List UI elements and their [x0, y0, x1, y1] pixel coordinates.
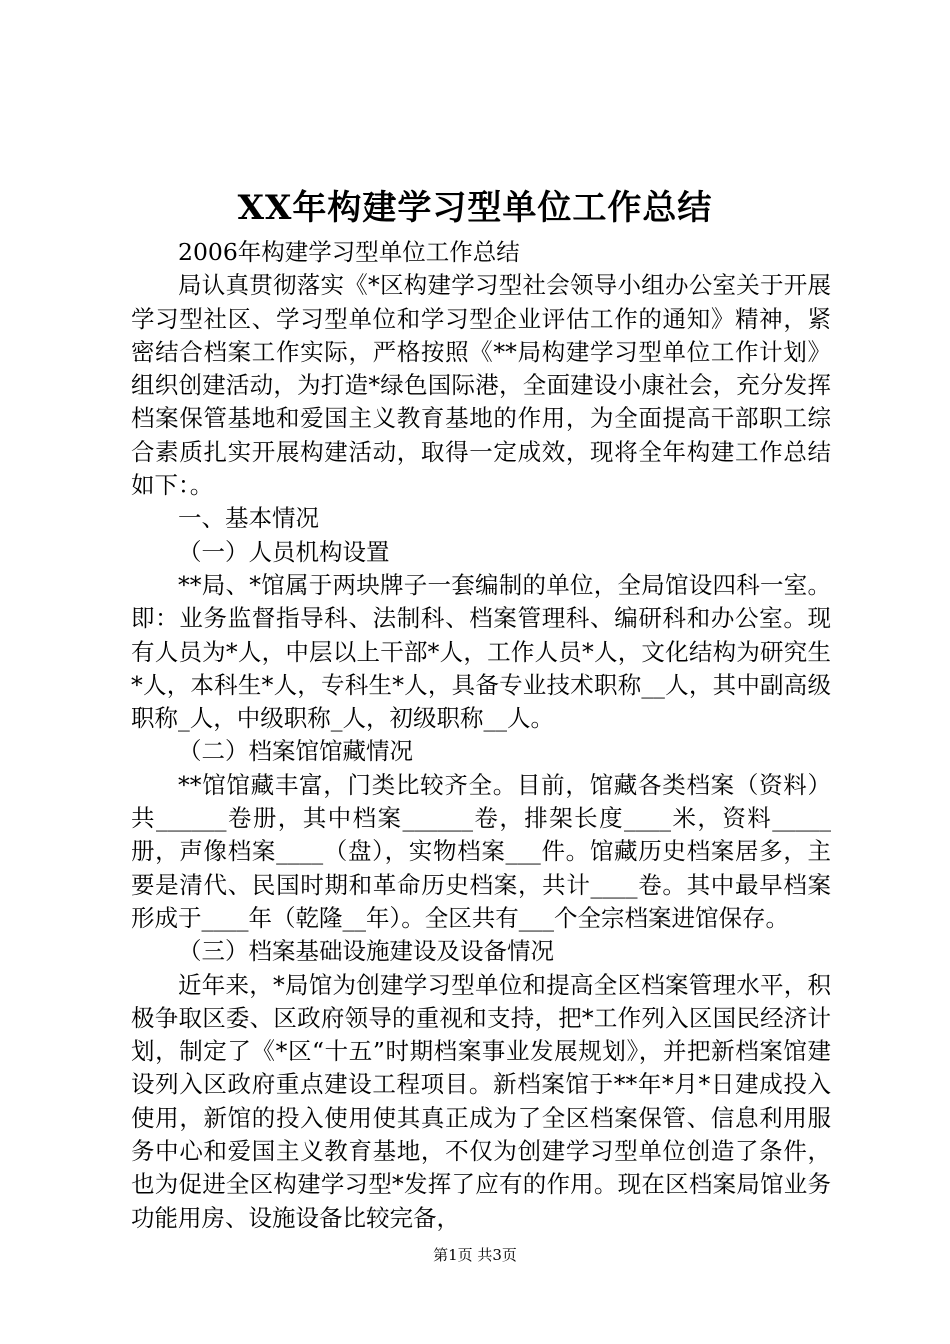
- document-title: XX年构建学习型单位工作总结: [237, 188, 713, 228]
- body-paragraph: **局、*馆属于两块牌子一套编制的单位，全局馆设四科一室。即：业务监督指导科、法制科、档案管理科、编研科和办公室。现有人员为*人，中层以上干部*人，工作人员*人，文化结构为研究生*人，本科生*人，专科生*人，具备专业技术职称__人，其中副高级职称_人，中级职称_人，初级职称__人。: [131, 570, 831, 733]
- body-paragraph: **馆馆藏丰富，门类比较齐全。目前，馆藏各类档案（资料）共______卷册，其中档案______卷，排架长度____米，资料_____册，声像档案____（盘），实物档案___件。馆藏历史档案居多，主要是清代、民国时期和革命历史档案，共计____卷。其中最早档案形成于____年（乾隆__年）。全区共有___个全宗档案进馆保存。: [131, 770, 831, 932]
- subtitle-paragraph: 2006年构建学习型单位工作总结: [178, 238, 520, 266]
- body-paragraph: 近年来，*局馆为创建学习型单位和提高全区档案管理水平，积极争取区委、区政府领导的重视和支持，把*工作列入区国民经济计划，制定了《*区“十五”时期档案事业发展规划》，并把新档案馆建设列入区政府重点建设工程项目。新档案馆于**年*月*日建成投入使用，新馆的投入使用使其真正成为了全区档案保管、信息利用服务中心和爱国主义教育基地，不仅为创建学习型单位创造了条件，也为促进全区构建学习型*发挥了应有的作用。现在区档案局馆业务功能用房、设施设备比较完备，: [131, 970, 831, 1232]
- subsection-heading: （三）档案基础设施建设及设备情况: [178, 937, 554, 966]
- subsection-heading: （一）人员机构设置: [178, 537, 390, 566]
- document-body: [131, 236, 831, 1235]
- intro-paragraph: 局认真贯彻落实《*区构建学习型社会领导小组办公室关于开展学习型社区、学习型单位和学习型企业评估工作的通知》精神，紧密结合档案工作实际，严格按照《**局构建学习型单位工作计划》组织创建活动，为打造*绿色国际港，全面建设小康社会，充分发挥档案保管基地和爱国主义教育基地的作用，为全面提高干部职工综合素质扎实开展构建活动，取得一定成效，现将全年构建工作总结如下：。: [131, 271, 831, 500]
- section-heading: 一、基本情况: [178, 504, 319, 533]
- subsection-heading: （二）档案馆馆藏情况: [178, 737, 413, 766]
- page-number-footer: 第1页 共3页: [433, 1246, 517, 1264]
